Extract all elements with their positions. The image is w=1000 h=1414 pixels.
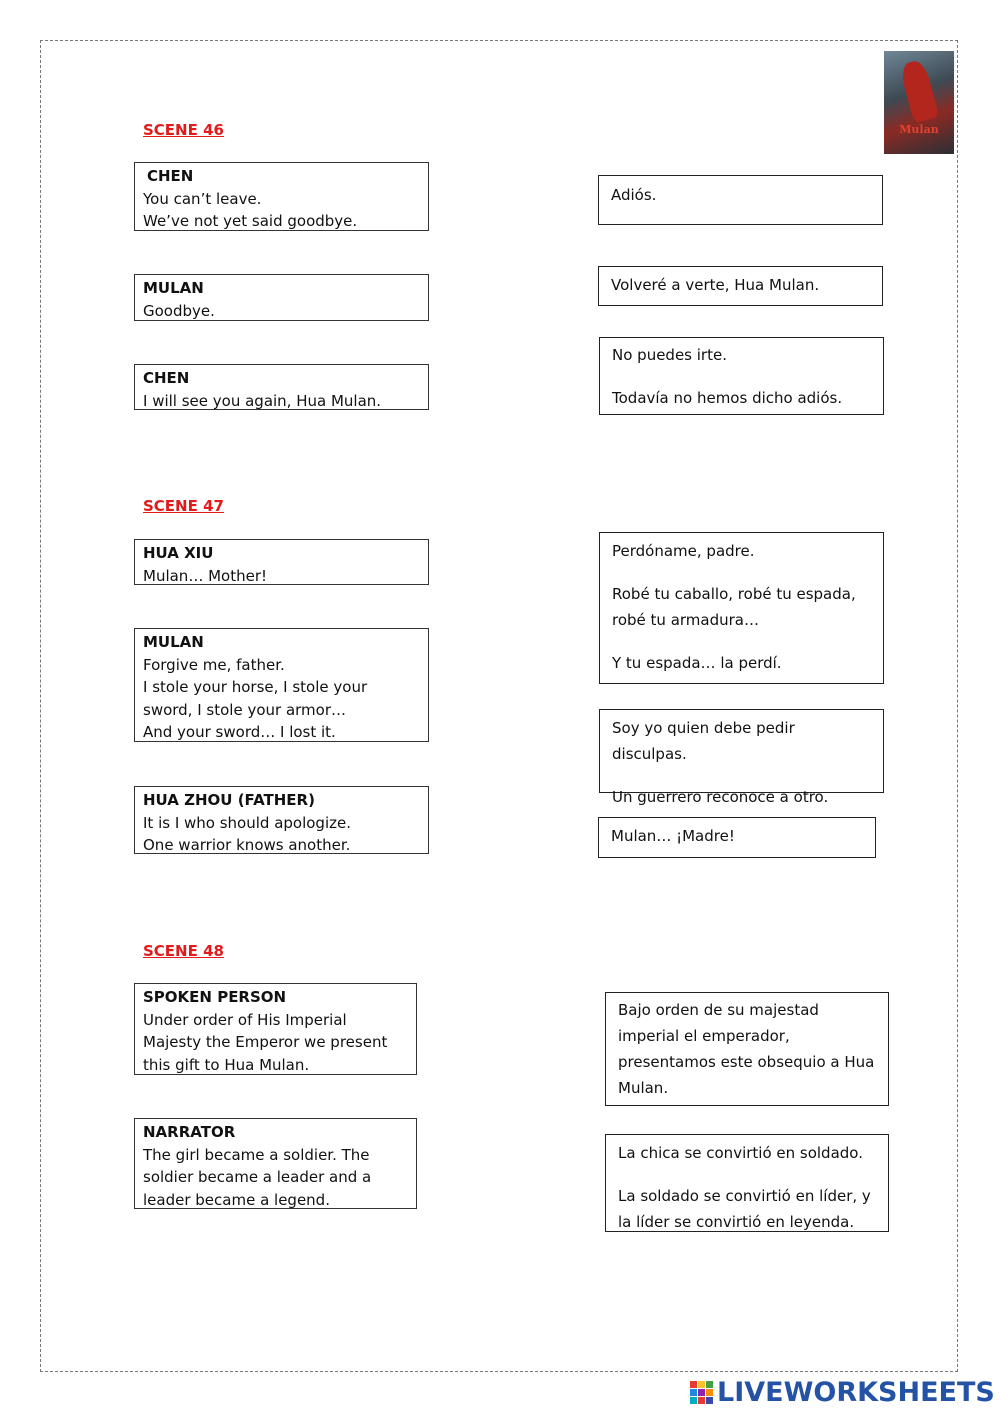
dialogue-line: And your sword… I lost it. (143, 723, 336, 741)
translation-box[interactable] (598, 817, 876, 858)
speaker-name: HUA XIU (143, 544, 214, 562)
mulan-poster-image (884, 51, 954, 154)
translation-line: Todavía no hemos dicho adiós. (612, 389, 843, 407)
translation-box[interactable] (599, 709, 884, 806)
dialogue-line: leader became a legend. (143, 1190, 330, 1209)
dialogue-line: Under order of His Imperial (143, 1010, 347, 1029)
dialogue-box (134, 539, 429, 585)
speaker-name: CHEN (147, 167, 194, 185)
translation-line: La soldado se convirtió en líder, y la líder se convirtió en leyenda. (618, 1187, 871, 1231)
dialogue-box (134, 786, 429, 854)
speaker-name: MULAN (143, 633, 204, 651)
translation-line: Y tu espada… la perdí. (612, 654, 782, 672)
dialogue-line: I will see you again, Hua Mulan. (143, 391, 382, 410)
speaker-name: HUA ZHOU (FATHER) (143, 791, 315, 809)
liveworksheets-logo[interactable] (690, 1376, 995, 1408)
speaker-name: MULAN (143, 279, 204, 297)
dialogue-line: Majesty the Emperor we present (143, 1033, 388, 1051)
translation-line: Mulan… ¡Madre! (611, 827, 735, 845)
translation-line: Perdóname, padre. (612, 542, 755, 560)
speaker-name: CHEN (143, 369, 190, 387)
dialogue-line: It is I who should apologize. (143, 813, 351, 832)
translation-line: Soy yo quien debe pedir disculpas. (612, 719, 795, 763)
dialogue-box (134, 364, 429, 410)
dialogue-line: You can’t leave. (143, 189, 262, 208)
scene-47-title: SCENE 47 (143, 497, 224, 515)
dialogue-line: Goodbye. (143, 301, 215, 320)
dialogue-line: soldier became a leader and a (143, 1168, 372, 1186)
translation-line: Volveré a verte, Hua Mulan. (611, 276, 820, 294)
translation-line: La chica se convirtió en soldado. (618, 1144, 863, 1162)
poster-figure (899, 59, 940, 124)
speaker-name: NARRATOR (143, 1123, 236, 1141)
translation-line: Un guerrero reconoce a otro. (612, 788, 829, 806)
translation-box[interactable] (598, 175, 883, 225)
translation-line: No puedes irte. (612, 346, 727, 364)
dialogue-box (134, 162, 429, 231)
translation-box[interactable] (605, 992, 889, 1106)
dialogue-line: The girl became a soldier. The (143, 1145, 370, 1164)
speaker-name: SPOKEN PERSON (143, 988, 287, 1006)
dialogue-line: I stole your horse, I stole your (143, 678, 368, 696)
dialogue-line: Mulan… Mother! (143, 566, 267, 585)
dialogue-line: One warrior knows another. (143, 836, 351, 854)
liveworksheets-logo-text: LIVEWORKSHEETS (717, 1376, 995, 1408)
dialogue-line: sword, I stole your armor… (143, 700, 346, 719)
translation-line: Adiós. (611, 186, 657, 204)
translation-line: Robé tu caballo, robé tu espada, robé tu armadura… (612, 585, 856, 629)
dialogue-line: this gift to Hua Mulan. (143, 1055, 310, 1074)
translation-box[interactable] (598, 266, 883, 306)
dialogue-line: We’ve not yet said goodbye. (143, 212, 358, 230)
poster-title: Mulan (899, 123, 939, 136)
dialogue-line: Forgive me, father. (143, 655, 285, 674)
dialogue-box (134, 274, 429, 321)
scene-48-title: SCENE 48 (143, 942, 224, 960)
dialogue-box (134, 628, 429, 742)
translation-box[interactable] (605, 1134, 889, 1232)
translation-box[interactable] (599, 337, 884, 415)
dialogue-box (134, 1118, 417, 1209)
translation-line: Bajo orden de su majestad imperial el emperador, presentamos este obsequio a Hua Mulan. (618, 1001, 875, 1097)
liveworksheets-logo-icon (690, 1381, 713, 1404)
translation-box[interactable] (599, 532, 884, 684)
dialogue-box (134, 983, 417, 1075)
scene-46-title: SCENE 46 (143, 121, 224, 139)
